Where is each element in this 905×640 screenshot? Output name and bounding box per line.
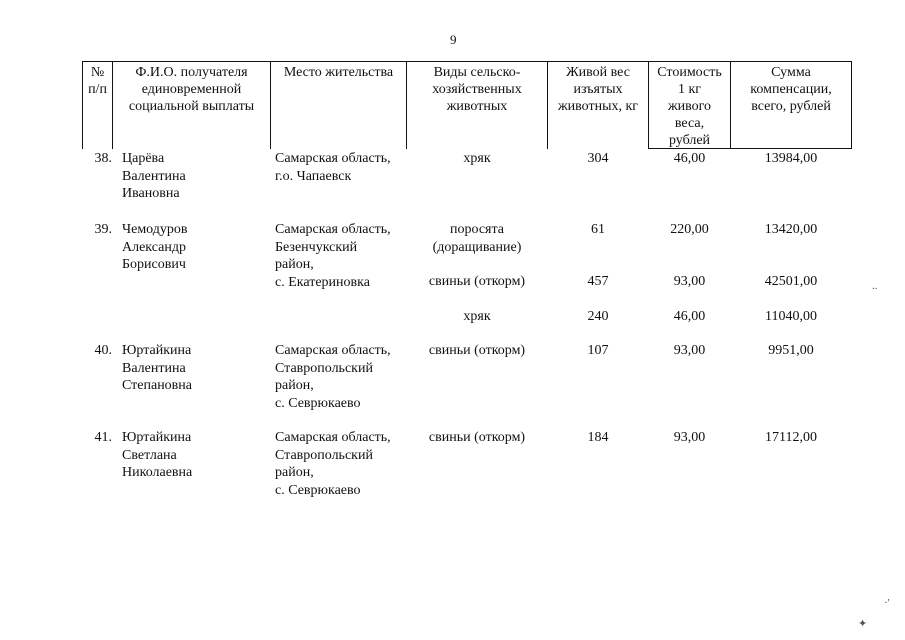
header-animals-line: Виды сельско- bbox=[433, 65, 521, 80]
name-line: Валентина bbox=[122, 360, 186, 376]
name-line: Николаевна bbox=[122, 465, 193, 480]
name-line: Степановна bbox=[122, 378, 192, 393]
recipient-name bbox=[122, 150, 186, 203]
header-name-line: социальной выплаты bbox=[128, 99, 255, 114]
price-per-kg: 46,00 bbox=[673, 151, 706, 166]
header-animals-line: животных bbox=[446, 99, 508, 114]
header-residence-line: Место жительства bbox=[283, 65, 394, 80]
compensation-sum: 17112,00 bbox=[765, 430, 817, 445]
header-sum-line: компенсации, bbox=[750, 82, 832, 97]
header-name bbox=[113, 64, 270, 115]
name-line: Юртайкина bbox=[122, 430, 192, 445]
header-weight-line: животных, кг bbox=[557, 99, 639, 114]
residence bbox=[275, 221, 391, 291]
header-animals-line: хозяйственных bbox=[432, 82, 522, 97]
residence bbox=[275, 429, 391, 499]
residence-line: Самарская область, bbox=[275, 151, 391, 166]
header-weight-line: Живой вес bbox=[566, 65, 630, 80]
header-weight-line: изъятых bbox=[573, 82, 623, 97]
animal-type: свиньи (откорм) bbox=[428, 343, 526, 358]
header-price-line: Стоимость bbox=[657, 65, 722, 80]
residence-line: Самарская область, bbox=[275, 222, 391, 237]
residence bbox=[275, 342, 391, 412]
header-num bbox=[83, 64, 112, 98]
header-sum bbox=[731, 64, 851, 115]
compensation-sum: 11040,00 bbox=[765, 309, 817, 324]
row-number: 41. bbox=[94, 430, 112, 445]
recipient-name bbox=[122, 429, 192, 482]
price-per-kg: 46,00 bbox=[673, 309, 706, 324]
live-weight: 240 bbox=[587, 309, 609, 324]
residence-line: с. Севрюкаево bbox=[275, 395, 361, 411]
residence-line: Ставропольский bbox=[275, 447, 373, 463]
compensation-sum: 42501,00 bbox=[764, 274, 818, 289]
header-name-line: единовременной bbox=[141, 82, 242, 97]
live-weight: 304 bbox=[587, 151, 609, 166]
name-line: Светлана bbox=[122, 447, 177, 463]
row-number: 38. bbox=[94, 151, 112, 166]
name-line: Чемодуров bbox=[122, 222, 188, 237]
residence-line: с. Екатериновка bbox=[275, 274, 370, 290]
row-number: 40. bbox=[94, 343, 112, 358]
page-number: 9 bbox=[450, 32, 457, 47]
name-line: Царёва bbox=[122, 151, 165, 166]
header-num-line: № bbox=[90, 65, 105, 80]
recipient-name bbox=[122, 221, 188, 274]
header-border-top bbox=[82, 61, 852, 62]
residence-line: Самарская область, bbox=[275, 343, 391, 358]
residence-line: район, bbox=[275, 257, 314, 272]
name-line: Александр bbox=[122, 239, 186, 255]
price-per-kg: 93,00 bbox=[673, 343, 706, 358]
animal-type: хряк bbox=[463, 309, 491, 324]
residence-line: Самарская область, bbox=[275, 430, 391, 445]
header-num-line: п/п bbox=[88, 82, 107, 97]
header-price-line: 1 кг bbox=[677, 82, 702, 97]
price-per-kg: 93,00 bbox=[673, 274, 706, 289]
price-per-kg: 220,00 bbox=[670, 222, 709, 237]
scan-speck: .. bbox=[872, 280, 878, 292]
animal-line: (доращивание) bbox=[432, 239, 522, 255]
animal-line: поросята bbox=[450, 222, 504, 237]
name-line: Борисович bbox=[122, 257, 186, 272]
residence-line: Ставропольский bbox=[275, 360, 373, 376]
live-weight: 184 bbox=[587, 430, 609, 445]
header-price-line: живого bbox=[667, 99, 712, 114]
header-sum-line: всего, рублей bbox=[751, 99, 831, 114]
residence-line: с. Севрюкаево bbox=[275, 482, 361, 498]
header-price-line: рублей bbox=[668, 133, 711, 148]
header-price-line: веса, bbox=[674, 116, 705, 131]
name-line: Юртайкина bbox=[122, 343, 192, 358]
table-header bbox=[82, 61, 852, 149]
price-per-kg: 93,00 bbox=[673, 430, 706, 445]
compensation-sum: 13420,00 bbox=[764, 222, 818, 237]
residence-line: Безенчукский bbox=[275, 239, 358, 255]
header-residence bbox=[271, 64, 406, 81]
scan-speck: ✦ bbox=[858, 618, 868, 630]
live-weight: 107 bbox=[587, 343, 609, 358]
header-weight bbox=[548, 64, 648, 115]
compensation-sum: 9951,00 bbox=[768, 343, 814, 358]
animal-type bbox=[407, 221, 547, 256]
animal-type: хряк bbox=[463, 151, 491, 166]
name-line: Валентина bbox=[122, 168, 186, 184]
residence bbox=[275, 150, 391, 185]
header-sum-line: Сумма bbox=[771, 65, 811, 80]
live-weight: 61 bbox=[591, 222, 605, 237]
compensation-sum: 13984,00 bbox=[764, 151, 818, 166]
header-name-line: Ф.И.О. получателя bbox=[135, 65, 248, 80]
animal-type: свиньи (откорм) bbox=[428, 274, 526, 289]
header-animals bbox=[407, 64, 547, 115]
residence-line: район, bbox=[275, 378, 314, 393]
animal-type: свиньи (откорм) bbox=[428, 430, 526, 445]
header-border-right bbox=[851, 61, 852, 149]
residence-line: г.о. Чапаевск bbox=[275, 168, 352, 184]
name-line: Ивановна bbox=[122, 186, 180, 201]
live-weight: 457 bbox=[587, 274, 609, 289]
scan-speck: ·' bbox=[884, 597, 890, 609]
header-price bbox=[649, 64, 730, 149]
recipient-name bbox=[122, 342, 192, 395]
residence-line: район, bbox=[275, 465, 314, 480]
row-number: 39. bbox=[94, 222, 112, 237]
